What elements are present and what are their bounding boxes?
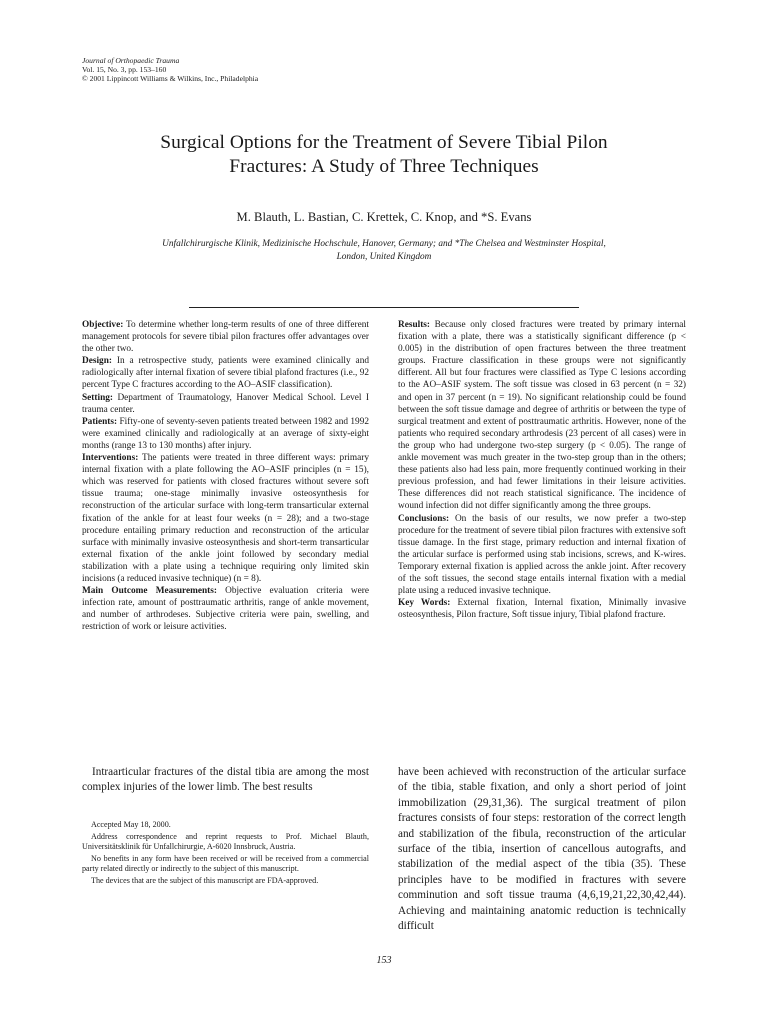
abstract-right-column [398, 319, 686, 621]
abstract-paragraph [82, 355, 369, 391]
abstract-label: Interventions: [82, 453, 139, 464]
abstract-text: The patients were treated in three different ways: primary internal fixation with a plate following the AO–ASIF principles (n = 15), which was reserved for patients with closed fractures without severe soft tissue trauma; one-stage minimally invasive osteosynthesis for reconstruction of the articular surface with long-term transarticular external fixation of the ankle for at least four weeks (n = 28); and a two-stage procedure entailing primary reduction and reconstruction of the articular surface with minimally invasive osteosynthesis and short-term transarticular external fixation of the ankle joint followed by secondary medial stabilization with a plate using a technique requiring only limited skin incisions (a reduced invasive technique) (n = 8). [82, 453, 369, 584]
abstract-divider [189, 307, 579, 308]
journal-name: Journal of Orthopaedic Trauma [82, 56, 180, 65]
abstract-text: Objective evaluation criteria were infection rate, amount of posttraumatic arthritis, range of ankle movement, and number of arthrodeses. Subjective criteria were pain, swelling, and restriction of work or leisure activities. [82, 586, 369, 633]
footnote: Address correspondence and reprint requests to Prof. Michael Blauth, Universitätsklinik für Unfallchirurgie, A-6020 Innsbruck, Austria. [82, 831, 369, 852]
journal-copyright: © 2001 Lippincott Williams & Wilkins, Inc., Philadelphia [82, 74, 259, 83]
body-paragraph: Intraarticular fractures of the distal tibia are among the most complex injuries of the lower limb. The best results [82, 766, 369, 794]
abstract-text: Fifty-one of seventy-seven patients treated between 1982 and 1992 were examined clinically and radiologically at an average of sixty-eight months (range 13 to 130 months) after injury. [82, 416, 369, 451]
affiliation [96, 238, 672, 264]
affiliation-line-1: Unfallchirurgische Klinik, Medizinische Hochschule, Hanover, Germany; and *The Chelsea and Westminster Hospital, [162, 239, 606, 249]
abstract-paragraph [82, 319, 369, 355]
abstract-paragraph [82, 392, 369, 416]
footnotes [82, 820, 369, 888]
abstract-text: External fixation, Internal fixation, Minimally invasive osteosynthesis, Pilon fracture, Soft tissue injury, Tibial plafond fracture. [398, 598, 687, 621]
abstract-paragraph [398, 513, 686, 598]
journal-volume: Vol. 15, No. 3, pp. 153–160 [82, 65, 167, 74]
footnote: Accepted May 18, 2000. [91, 820, 171, 829]
abstract-label: Conclusions: [398, 513, 450, 524]
affiliation-line-2: London, United Kingdom [336, 252, 432, 262]
body-paragraph: have been achieved with reconstruction of the articular surface of the tibia, stable fixation, and only a short period of joint immobilization (29,31,36). The surgical treatment of pilon fractures consists of four steps: restoration of the correct length and stabilization of the fibula, reconstruction of the articular surface of the tibia, insertion of cancellous autografts, and stabilization of the medial aspect of the tibia (35). These principles have to be modified in fractures with severe comminution and soft tissue trauma (4,6,19,21,22,30,42,44). Achieving and maintaining anatomic reduction is technically difficult [398, 766, 686, 933]
abstract-text: In a retrospective study, patients were examined clinically and radiologically after internal fixation of severe tibial plafond fractures (i.e., 92 percent Type C fractures according to the AO–ASIF classification). [82, 356, 369, 391]
article-title [60, 131, 708, 179]
footnote: No benefits in any form have been received or will be received from a commercial party related directly or indirectly to the subject of this manuscript. [82, 853, 369, 874]
abstract-paragraph [82, 416, 369, 452]
page-number: 153 [376, 955, 392, 966]
author-list: M. Blauth, L. Bastian, C. Krettek, C. Knop, and *S. Evans [236, 210, 532, 224]
abstract-text: To determine whether long-term results of one of three different management protocols for severe tibial pilon fractures offer advantages over the other two. [82, 320, 369, 355]
abstract-label: Objective: [82, 320, 124, 330]
abstract-left-column [82, 319, 369, 633]
abstract-paragraph [82, 452, 369, 585]
title-line-1: Surgical Options for the Treatment of Severe Tibial Pilon [160, 132, 608, 153]
abstract-label: Results: [398, 320, 431, 330]
title-line-2: Fractures: A Study of Three Techniques [229, 156, 539, 177]
abstract-paragraph [82, 585, 369, 633]
abstract-label: Key Words: [398, 598, 451, 609]
abstract-text: Department of Traumatology, Hanover Medical School. Level I trauma center. [82, 392, 369, 415]
abstract-text: On the basis of our results, we now prefer a two-step procedure for the treatment of severe tibial pilon fractures with extensive soft tissue damage. In the first stage, primary reduction and internal fixation of the articular surface is performed using stab incisions, screws, and K-wires. Temporary external fixation is applied across the ankle joint. After recovery of the soft tissues, the second stage entails internal fixation with a medial plate using a reduced invasive technique. [398, 513, 686, 597]
abstract-label: Design: [82, 356, 112, 367]
abstract-paragraph [398, 597, 686, 621]
abstract-label: Setting: [82, 392, 113, 403]
abstract-paragraph [398, 319, 686, 513]
abstract-label: Main Outcome Measurements: [82, 586, 217, 597]
body-right-column [398, 765, 686, 934]
footnote: The devices that are the subject of this manuscript are FDA-approved. [91, 875, 319, 885]
abstract-label: Patients: [82, 416, 118, 427]
abstract-text: Because only closed fractures were treated by primary internal fixation with a plate, there was a statistically significant difference (p < 0.005) in the distribution of open fractures between the three treatment groups. Fracture classification in these groups were not significantly different. All but four fractures were classified as Type C lesions according to the AO–ASIF system. The soft tissue was closed in 63 percent (n = 32) and open in 37 percent (n = 19). No significant relationship could be found between the soft tissue damage and degree of arthritis or between the type of surgical treatment and extent of posttraumatic arthritis. However, none of the patients who required secondary arthrodesis (23 percent of all cases) were in the group who had undergone two-step surgery (p < 0.05). The range of ankle movement was much greater in the two-step group than in the others; these patients also had less pain, more frequently continued working in their previous profession, and had fewer limitations in their leisure activities. These differences did not reach statistical significance. The incidence of wound infection did not differ significantly among the three groups. [398, 320, 686, 512]
journal-header [82, 56, 258, 83]
body-left-column [82, 765, 369, 796]
